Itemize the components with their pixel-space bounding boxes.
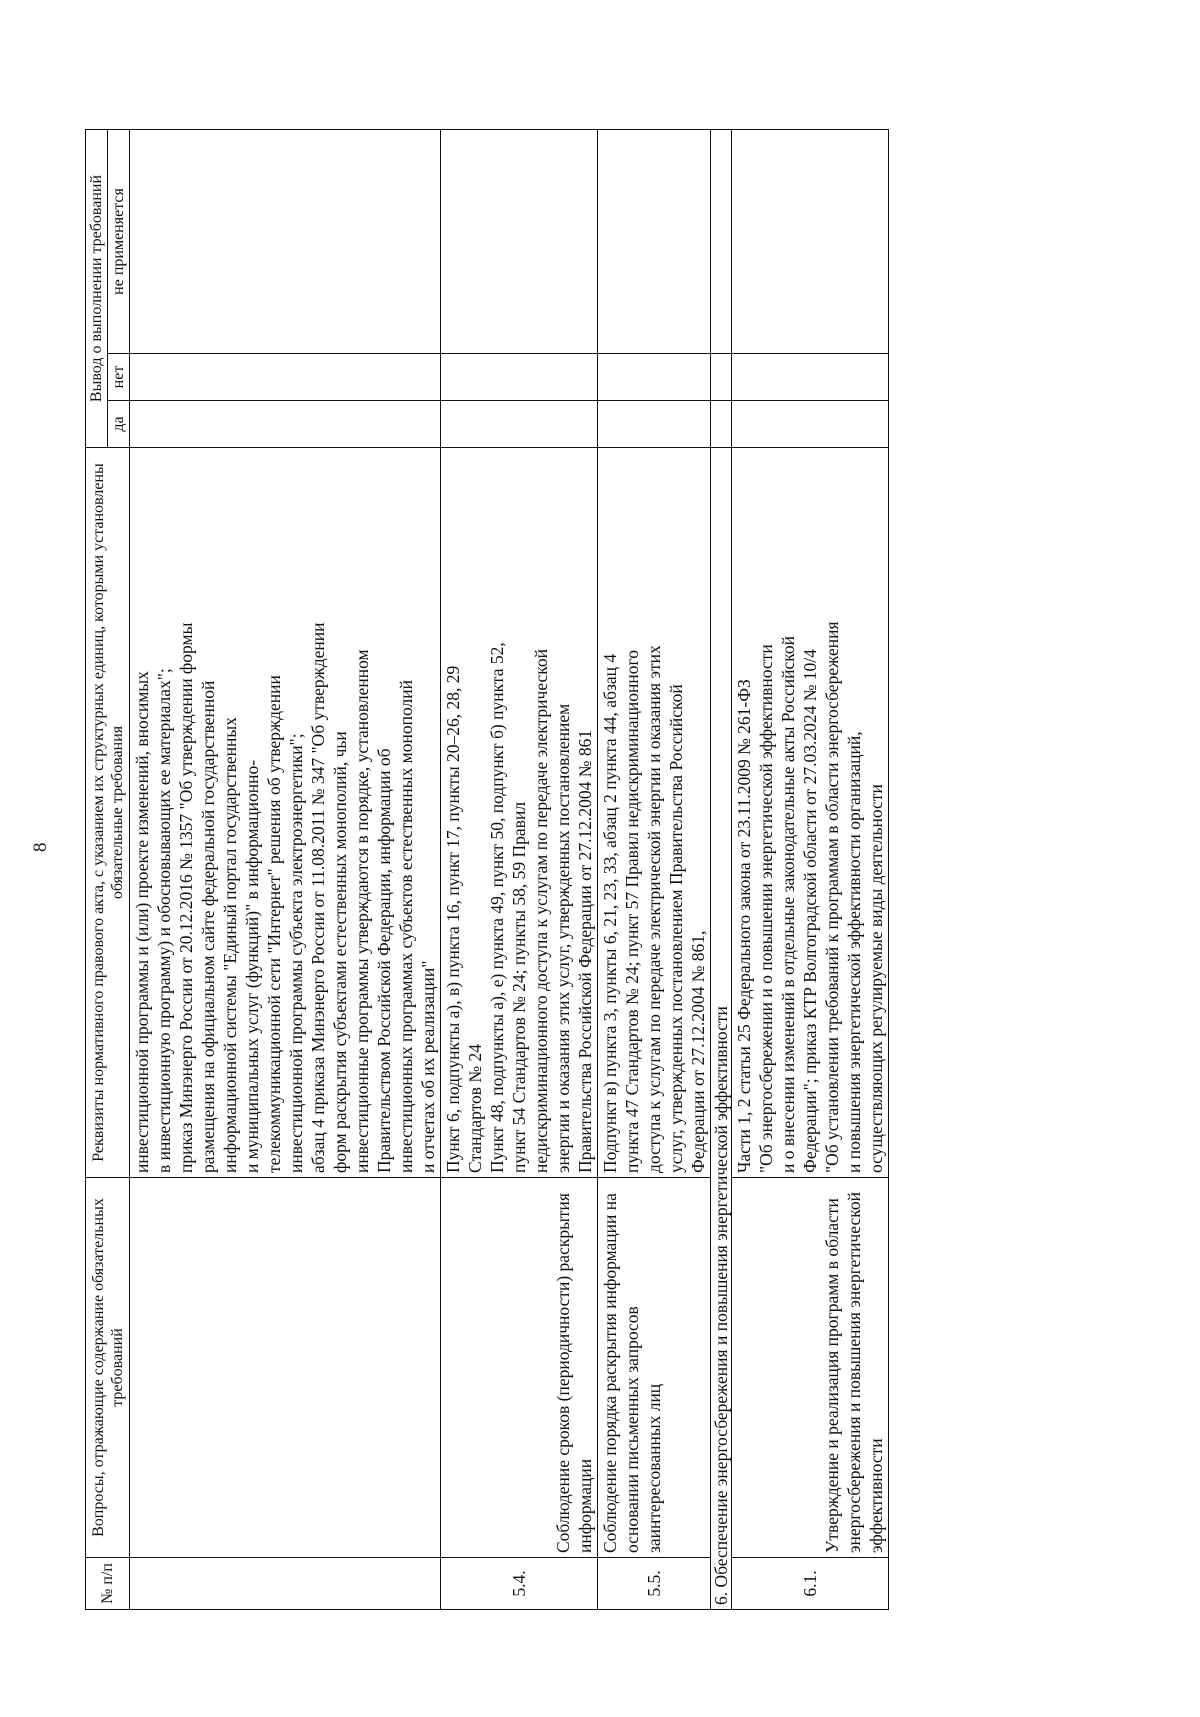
requisite-line: Подпункт в) пункта 3, пункты 6, 21, 23, 33, абзац 2 пункта 44, абзац 4 <box>600 653 620 1173</box>
header-conclusion: Вывод о выполнении требований <box>86 130 108 448</box>
page-number: 8 <box>30 842 51 852</box>
cell-yes[interactable] <box>441 401 598 448</box>
requisite-line: и муниципальных услуг (функций)" в информационно- <box>242 759 262 1173</box>
requisite-line: приказ Минэнерго России от 20.12.2016 № 1357 "Об утверждении формы <box>176 622 196 1173</box>
requisite-line: Федерации от 27.12.2004 № 861, <box>688 930 708 1173</box>
cell-no[interactable] <box>598 354 711 401</box>
requisite-line: в инвестиционную программу) и обосновывающих ее материалах"; <box>154 668 174 1173</box>
requirements-table <box>85 129 889 1610</box>
requisite-line: услуг, утвержденных постановлением Правительства Российской <box>666 684 686 1173</box>
row-question: Соблюдение порядка раскрытия информации на основании письменных запросов заинтересованных лиц <box>598 1178 711 1558</box>
cell-no <box>711 354 732 401</box>
row-question <box>130 1178 441 1558</box>
requisite-line: и о внесении изменений в отдельные законодательные акты Российской <box>778 636 798 1173</box>
rotated-table-container <box>85 130 889 1610</box>
requisite-line: пункт 54 Стандартов № 24; пункты 58, 59 Правил <box>509 801 529 1173</box>
requisite-line: и повышения энергетической эффективности организаций, <box>844 731 864 1173</box>
cell-no[interactable] <box>441 354 598 401</box>
row-requisites <box>441 448 598 1178</box>
cell-yes <box>711 401 732 448</box>
cell-na[interactable] <box>441 130 598 354</box>
requisite-line: инвестиционной программы и (или) проекте изменений, вносимых <box>132 671 152 1173</box>
requisite-line: информационной системы "Единый портал государственных <box>220 717 240 1173</box>
requisite-line: форм раскрытия субъектами естественных монополий, чьи <box>330 731 350 1173</box>
row-number: 5.5. <box>598 1558 711 1610</box>
requisite-line: недискриминационного доступа к услугам по передаче электрической <box>531 648 551 1173</box>
cell-yes[interactable] <box>598 401 711 448</box>
requisite-line: энергии и оказания этих услуг, утвержденных постановлением <box>553 703 573 1173</box>
requisite-line: Части 1, 2 статьи 25 Федерального закона от 23.11.2009 № 261-ФЗ <box>734 679 754 1173</box>
header-requisites: Реквизиты нормативного правового акта, с указанием их структурных единиц, которыми установлены обязательные требования <box>86 448 130 1178</box>
row-question: Утверждение и реализация программ в области энергосбережения и повышения энергетической эффективности <box>732 1178 889 1558</box>
requisite-line: и отчетах об их реализации" <box>418 960 438 1173</box>
cell-na[interactable] <box>130 130 441 354</box>
header-no: нет <box>108 354 130 401</box>
requisite-line: инвестиционные программы утверждаются в порядке, установленном <box>352 649 372 1173</box>
table-row <box>598 130 711 1610</box>
requisite-line: Правительства Российской Федерации от 27.12.2004 № 861 <box>575 729 595 1173</box>
cell-yes[interactable] <box>130 401 441 448</box>
requisite-line: размещения на официальном сайте федеральной государственной <box>198 680 218 1173</box>
row-requisites <box>130 448 441 1178</box>
header-yes: да <box>108 401 130 448</box>
requisite-line: Федерации"; приказ КТР Волгоградской области от 27.03.2024 № 10/4 <box>800 649 820 1173</box>
cell-na[interactable] <box>598 130 711 354</box>
table-row <box>732 130 889 1610</box>
requisite-line: инвестиционных программах субъектов естественных монополий <box>396 680 416 1173</box>
cell-na <box>711 130 732 354</box>
requisite-line: "Об установлении требований к программам в области энергосбережения <box>822 621 842 1173</box>
cell-yes[interactable] <box>732 401 889 448</box>
header-num: № п/п <box>86 1558 130 1610</box>
requisite-line: Пункт 48, подпункты а), е) пункта 49, пункт 50, подпункт б) пункта 52, <box>487 642 507 1173</box>
row-number: 6.1. <box>732 1558 889 1610</box>
row-question: Соблюдение сроков (периодичности) раскрытия информации <box>441 1178 598 1558</box>
cell-no[interactable] <box>130 354 441 401</box>
row-requisites <box>732 448 889 1178</box>
requisite-line: абзац 4 приказа Минэнерго России от 11.08.2011 № 347 "Об утверждении <box>308 622 328 1173</box>
requisite-line: Правительством Российской Федерации, информации об <box>374 748 394 1173</box>
table-row <box>441 130 598 1610</box>
requisite-line: инвестиционной программы субъекта электроэнергетики"; <box>286 733 306 1173</box>
row-number <box>130 1558 441 1610</box>
cell-no[interactable] <box>732 354 889 401</box>
requisite-line: пункта 47 Стандартов № 24; пункт 57 Правил недискриминационного <box>622 650 642 1173</box>
requisite-line: телекоммуникационной сети "Интернет" решения об утверждении <box>264 675 284 1173</box>
requisite-line: осуществляющих регулируемые виды деятельности <box>866 784 886 1173</box>
table-row <box>130 130 441 1610</box>
section-title: 6. Обеспечение энергосбережения и повышения энергетической эффективности <box>711 448 732 1610</box>
header-na: не применяется <box>108 130 130 354</box>
requisite-line: доступа к услугам по передаче электрической энергии и оказания этих <box>644 645 664 1173</box>
cell-na[interactable] <box>732 130 889 354</box>
header-question: Вопросы, отражающие содержание обязательных требований <box>86 1178 130 1558</box>
requisite-line: "Об энергосбережении и о повышении энергетической эффективности <box>756 644 776 1173</box>
row-number: 5.4. <box>441 1558 598 1610</box>
section-row <box>711 130 732 1610</box>
requisite-line: Стандартов № 24 <box>465 1043 485 1173</box>
row-requisites <box>598 448 711 1178</box>
requisite-line: Пункт 6, подпункты а), в) пункта 16, пункт 17, пункты 20–26, 28, 29 <box>443 665 463 1173</box>
